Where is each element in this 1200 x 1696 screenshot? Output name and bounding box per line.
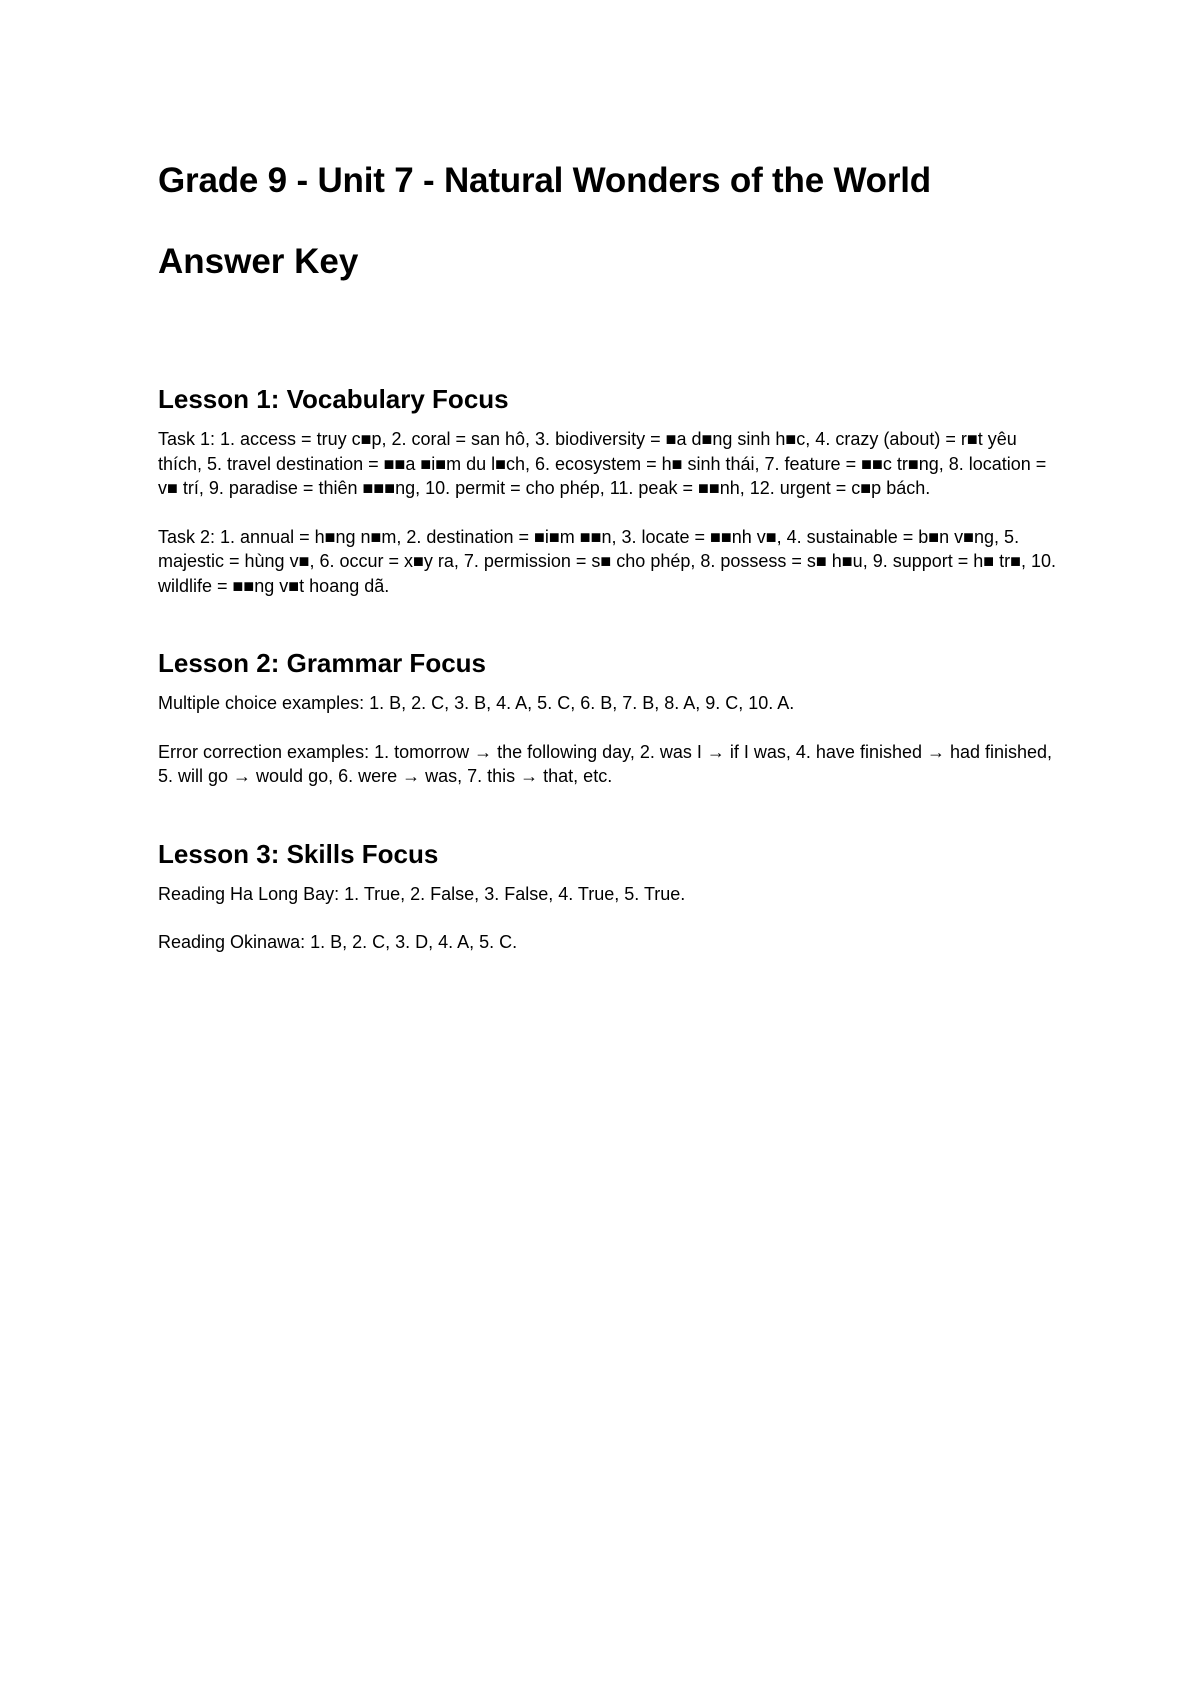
lesson-2-section: [158, 645, 1058, 789]
lesson-3-heading: Lesson 3: Skills Focus: [158, 838, 439, 869]
lesson-1-task-2: Task 2: 1. annual = h■ng n■m, 2. destination = ■i■m ■■n, 3. locate = ■■nh v■, 4. sustainable = b■n v■ng, 5. majestic = hùng v■, 6. occur = x■y ra, 7. permission = s■ cho phép, 8. possess = s■ h■u, 9. support = h■ tr■, 10. wildlife = ■■ng v■t hoang dã.: [158, 526, 1057, 596]
lesson-2-heading: Lesson 2: Grammar Focus: [158, 648, 486, 678]
lesson-2-error-correction: Error correction examples: 1. tomorrow → the following day, 2. was I → if I was, 4. have finished → had finished, 5. will go → would go, 6. were → was, 7. this → that, etc.: [158, 741, 1053, 786]
lesson-1-section: [158, 381, 1058, 598]
lesson-2-multiple-choice: Multiple choice examples: 1. B, 2. C, 3. B, 4. A, 5. C, 6. B, 7. B, 8. A, 9. C, 10. A.: [158, 693, 795, 713]
document-page: [158, 150, 1058, 955]
document-subtitle: Answer Key: [158, 242, 359, 281]
lesson-3-reading-okinawa: Reading Okinawa: 1. B, 2. C, 3. D, 4. A, 5. C.: [158, 932, 518, 952]
lesson-1-task-1: Task 1: 1. access = truy c■p, 2. coral = san hô, 3. biodiversity = ■a d■ng sinh h■c, 4. crazy (about) = r■t yêu thích, 5. travel destination = ■■a ■i■m du l■ch, 6. ecosystem = h■ sinh thái, 7. feature = ■■c tr■ng, 8. location = v■ trí, 9. paradise = thiên ■■■ng, 10. permit = cho phép, 11. peak = ■■nh, 12. urgent = c■p bách.: [158, 429, 1047, 498]
lesson-3-reading-ha-long-bay: Reading Ha Long Bay: 1. True, 2. False, 3. False, 4. True, 5. True.: [158, 883, 686, 904]
lesson-1-heading: Lesson 1: Vocabulary Focus: [158, 384, 509, 414]
document-title: Grade 9 - Unit 7 - Natural Wonders of the World: [158, 161, 931, 200]
lesson-3-section: [158, 836, 1058, 955]
